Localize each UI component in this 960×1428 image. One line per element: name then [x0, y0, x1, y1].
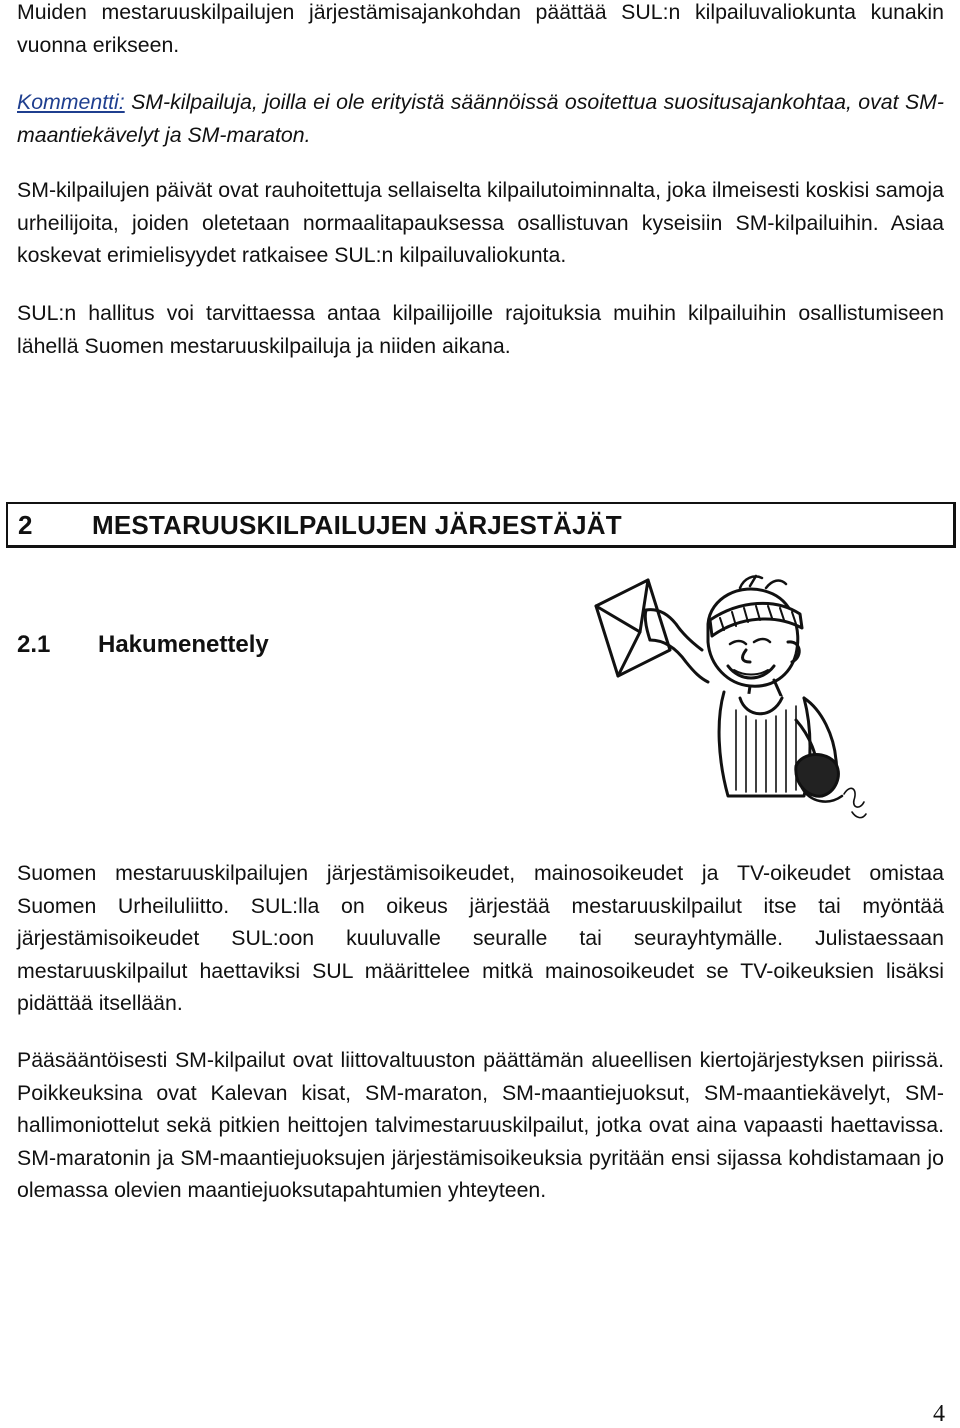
paragraph-rotation: Pääsääntöisesti SM-kilpailut ovat liittovaltuuston päättämän alueellisen kiertojärjestyksen piirissä. Poikkeuksina ovat Kalevan kisat, SM-maraton, SM-maantiejuoksut, SM-maantiekävelyt, SM-hallimoniottelut sekä pitkien heittojen talvimestaruuskilpailut, jotka ovat aina vapaasti haettavissa. SM-maratonin ja SM-maantiejuoksujen järjestämisoikeuksia pyritään ensi sijassa kohdistamaan jo olemassa olevien maantiejuoksutapahtumien yhteyteen.: [17, 1048, 944, 1202]
subsection-title: Hakumenettely: [98, 631, 269, 658]
cartoon-athlete-icon: [590, 570, 870, 835]
comment-text: SM-kilpailuja, joilla ei ole erityistä säännöissä osoitettua suositusajankohtaa, ovat SM-maantiekävelyt ja SM-maraton.: [17, 90, 944, 147]
paragraph-sm-days: SM-kilpailujen päivät ovat rauhoitettuja sellaiselta kilpailutoiminnalta, joka ilmeisesti koskisi samoja urheilijoita, joiden oletetaan normaalitapauksessa osallistuvan kyseisiin SM-kilpailuihin. Asiaa koskevat erimielisyydet ratkaisee SUL:n kilpailuvaliokunta.: [17, 178, 944, 267]
page-number: 4: [933, 1401, 945, 1427]
subsection-number: 2.1: [17, 631, 51, 658]
paragraph-rights: Suomen mestaruuskilpailujen järjestämisoikeudet, mainosoikeudet ja TV-oikeudet omistaa Suomen Urheiluliitto. SUL:lla on oikeus järjestää mestaruuskilpailut itse tai myöntää järjestämisoikeudet SUL:oon kuuluvalle seuralle tai seurayhtymälle. Julistaessaan mestaruuskilpailut haettaviksi SUL määrittelee mitkä mainosoikeudet se TV-oikeuksien lisäksi pidättää itsellään.: [17, 861, 944, 1015]
paragraph-restrictions: SUL:n hallitus voi tarvittaessa antaa kilpailijoille rajoituksia muihin kilpailuihin osallistumiseen lähellä Suomen mestaruuskilpailuja ja niiden aikana.: [17, 301, 944, 358]
paragraph-intro: Muiden mestaruuskilpailujen järjestämisajankohdan päättää SUL:n kilpailuvaliokunta kunakin vuonna erikseen.: [17, 0, 944, 57]
section-heading: [6, 502, 956, 548]
section-number: 2: [18, 510, 33, 540]
section-title: MESTARUUSKILPAILUJEN JÄRJESTÄJÄT: [92, 510, 622, 540]
paragraph-comment: [17, 86, 944, 151]
comment-label: Kommentti:: [17, 90, 125, 114]
